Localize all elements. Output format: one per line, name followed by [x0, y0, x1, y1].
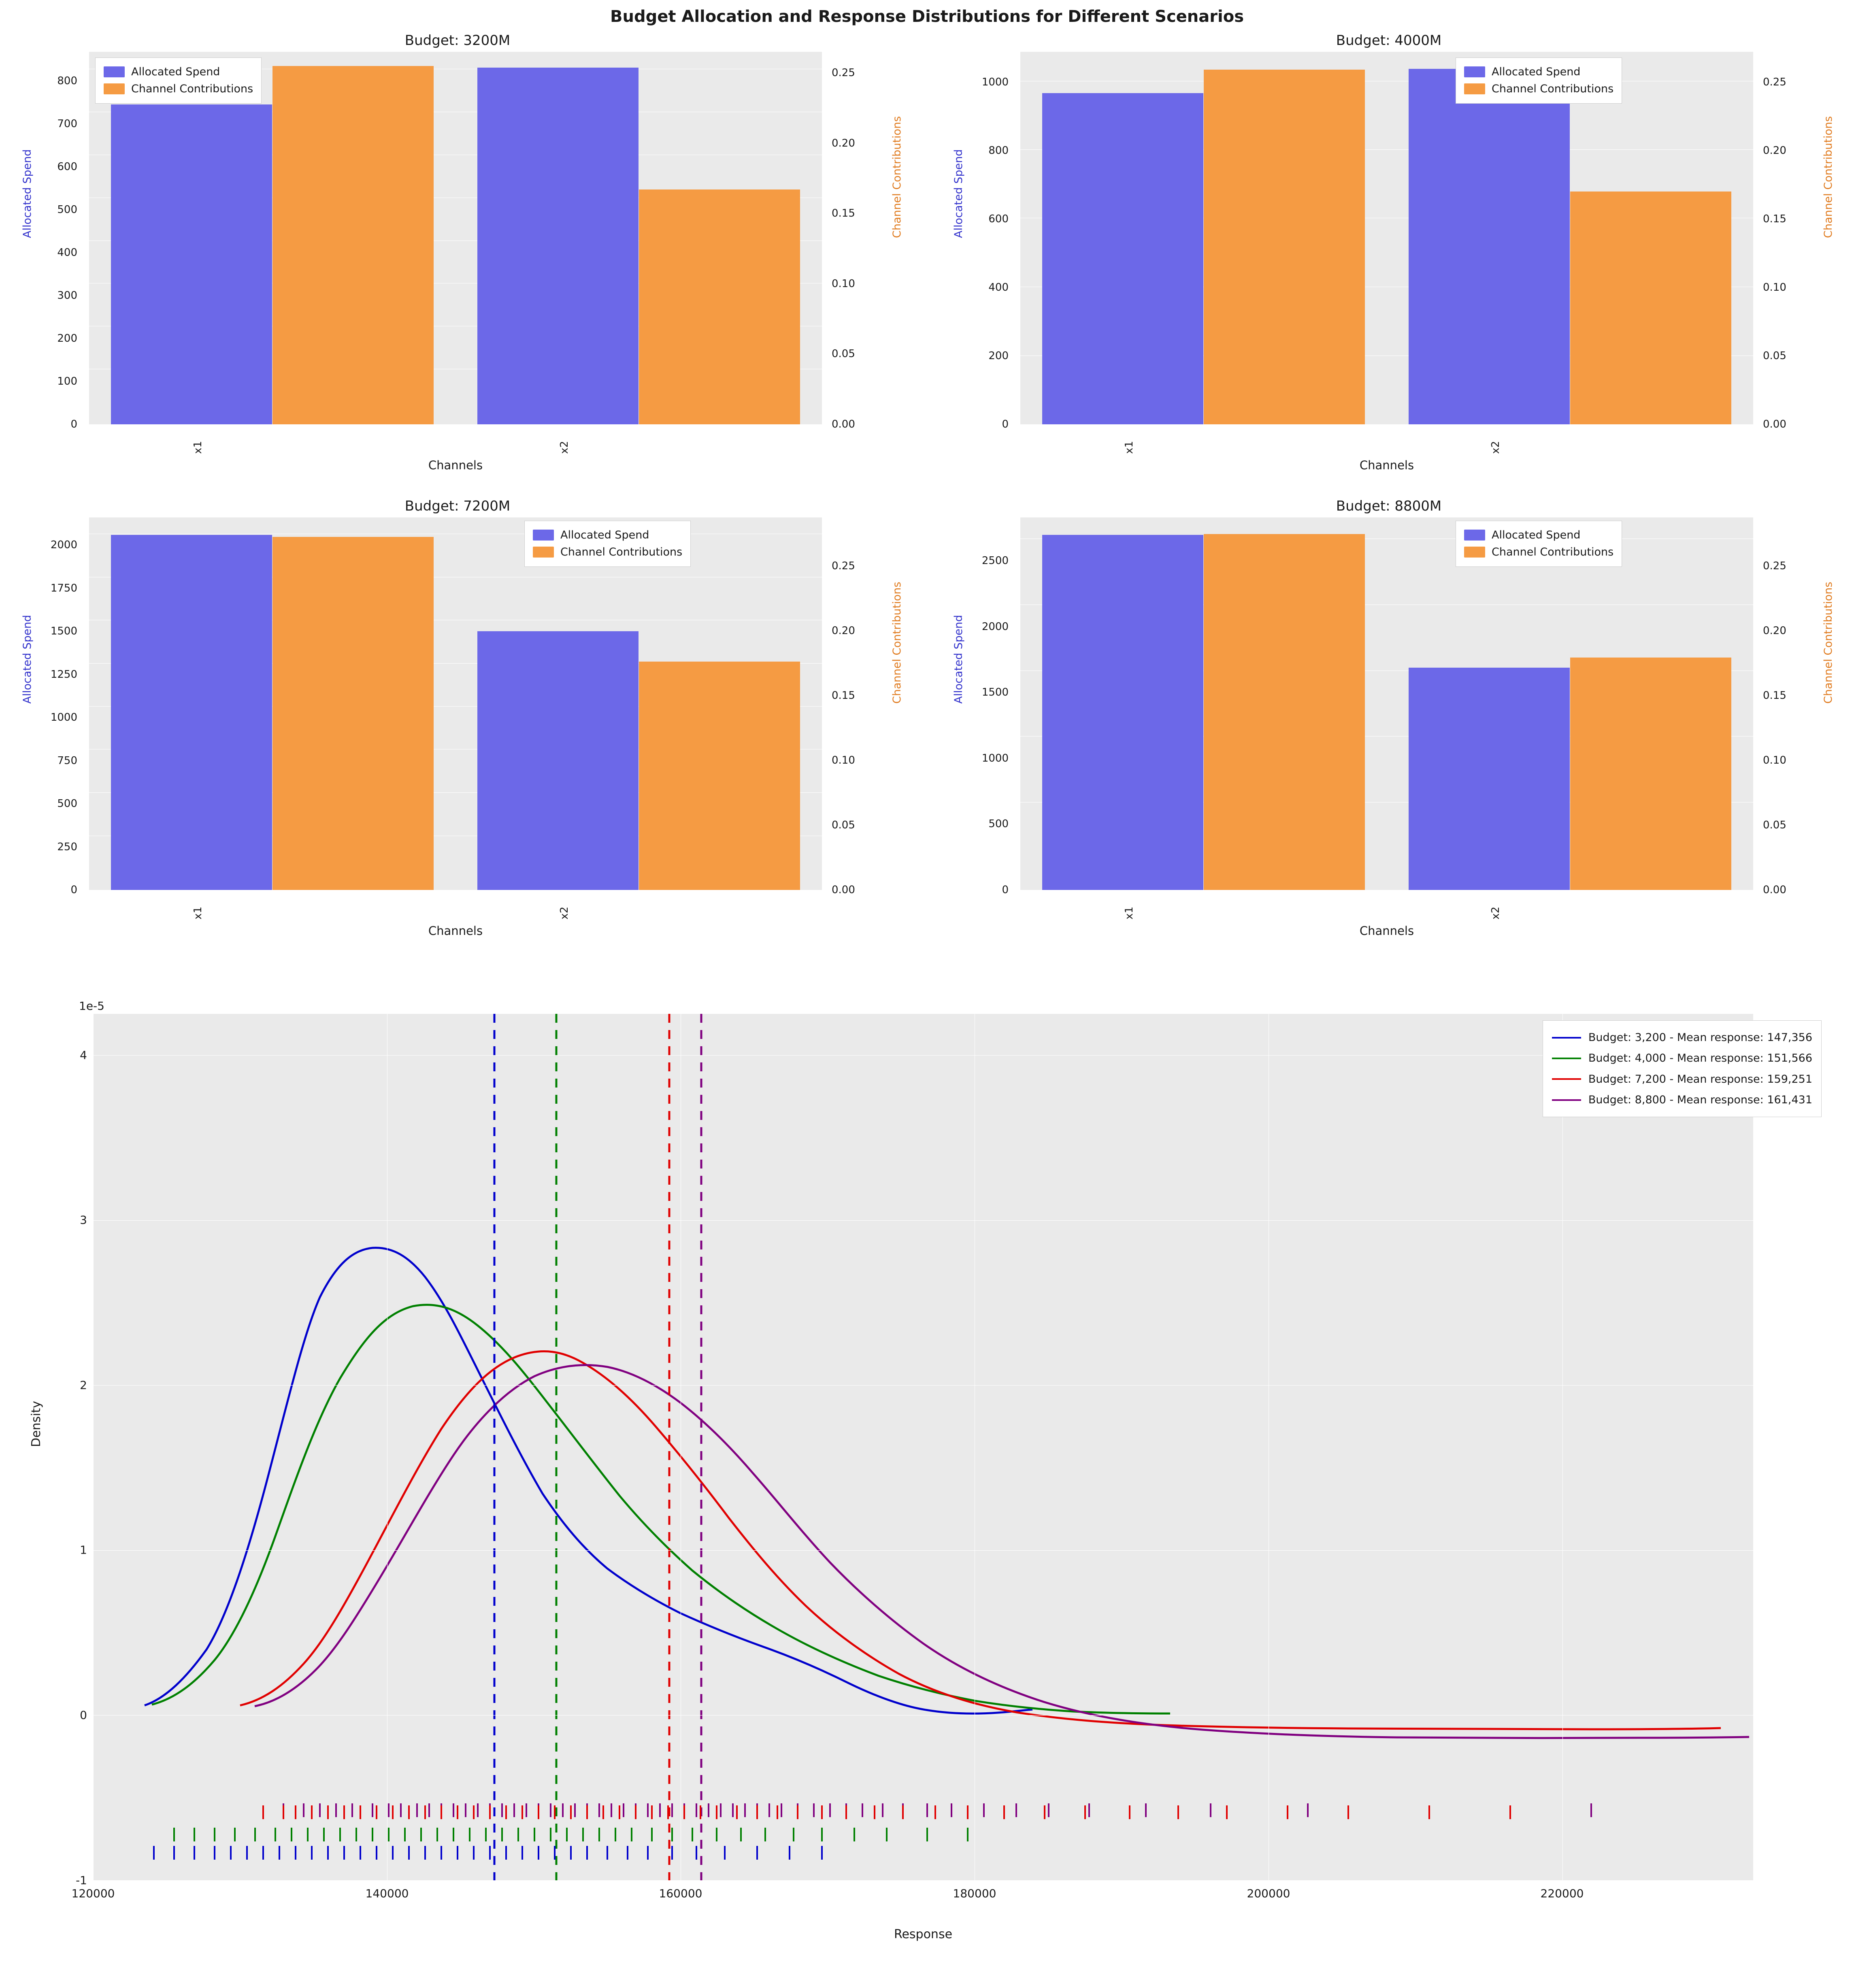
y-left-tick: 300 — [57, 289, 77, 302]
panel-title: Budget: 3200M — [404, 32, 511, 49]
legend-label: Allocated Spend — [131, 66, 220, 78]
y-axis-right-label: Channel Contributions — [891, 116, 903, 238]
legend-line-icon — [1552, 1037, 1581, 1039]
density-x-tick: 220000 — [1540, 1887, 1584, 1900]
y-left-tick: 700 — [57, 118, 77, 130]
y-right-tick: 0.25 — [832, 560, 855, 572]
legend-label: Allocated Spend — [560, 529, 649, 541]
bar-x1-channel-contributions — [272, 537, 434, 890]
y-right-tick: 0.05 — [1763, 350, 1786, 362]
x-tick-x1: x1 — [192, 907, 204, 920]
y-axis-left-label: Allocated Spend — [21, 615, 34, 704]
bar-x2-allocated-spend — [1409, 69, 1570, 424]
legend-label: Allocated Spend — [1492, 66, 1581, 78]
legend-item-allocated-spend — [1464, 64, 1613, 81]
rug-budget-3200 — [154, 1846, 822, 1860]
legend-item-budget-7200 — [1552, 1069, 1812, 1090]
legend — [524, 521, 691, 567]
y-right-tick: 0.20 — [1763, 625, 1786, 637]
legend-swatch-icon — [533, 530, 554, 541]
legend-swatch-icon — [104, 66, 125, 77]
bar-x1-allocated-spend — [1042, 535, 1203, 890]
density-x-tick: 160000 — [659, 1887, 702, 1900]
plot-area — [1020, 52, 1753, 424]
legend-line-icon — [1552, 1078, 1581, 1080]
density-y-tick: -1 — [76, 1873, 87, 1887]
density-plot-area — [93, 1014, 1753, 1880]
density-y-tick: 1 — [80, 1543, 87, 1557]
plot-area — [89, 52, 822, 424]
y-right-tick: 0.00 — [832, 884, 855, 896]
panel-title: Budget: 4000M — [1336, 32, 1442, 49]
density-curve-budget-8800 — [255, 1365, 1749, 1738]
density-x-axis-label: Response — [894, 1927, 953, 1941]
legend-label: Channel Contributions — [1492, 545, 1614, 558]
y-axis-left-label: Allocated Spend — [952, 615, 965, 704]
bar-panel-budget-8800 — [943, 498, 1834, 943]
legend-item-budget-4000 — [1552, 1048, 1812, 1068]
x-tick-x2: x2 — [1489, 907, 1502, 920]
y-left-tick: 400 — [988, 281, 1009, 294]
x-tick-x1: x1 — [1123, 441, 1135, 454]
y-right-tick: 0.00 — [1763, 884, 1786, 896]
y-right-tick: 0.05 — [1763, 819, 1786, 831]
legend-line-icon — [1552, 1099, 1581, 1101]
density-y-tick: 4 — [80, 1048, 87, 1062]
y-axis-left-label: Allocated Spend — [952, 149, 965, 238]
density-y-axis-label: Density — [29, 1401, 43, 1447]
density-curve-budget-4000 — [152, 1305, 1170, 1713]
y-left-tick: 500 — [57, 798, 77, 810]
legend — [95, 57, 262, 104]
y-left-tick: 800 — [57, 75, 77, 87]
legend-label: Channel Contributions — [1492, 82, 1614, 95]
y-axis-right-label: Channel Contributions — [891, 581, 903, 704]
y-right-tick: 0.20 — [832, 137, 855, 149]
y-left-tick: 1500 — [981, 686, 1009, 698]
rug-budget-7200 — [263, 1805, 1510, 1819]
bar-x1-allocated-spend — [1042, 93, 1203, 424]
y-left-tick: 200 — [988, 350, 1009, 362]
y-left-tick: 400 — [57, 247, 77, 259]
density-x-tick: 120000 — [71, 1887, 115, 1900]
density-y-tick: 2 — [80, 1378, 87, 1392]
bar-x1-allocated-spend — [111, 535, 272, 890]
bar-x2-channel-contributions — [1570, 192, 1731, 424]
y-left-tick: 1750 — [50, 582, 77, 594]
y-left-tick: 600 — [57, 161, 77, 173]
legend-item-allocated-spend — [104, 64, 253, 81]
y-right-tick: 0.05 — [832, 348, 855, 360]
y-left-tick: 1250 — [50, 668, 77, 681]
panel-title: Budget: 8800M — [1336, 498, 1442, 514]
y-left-tick: 1000 — [50, 711, 77, 724]
figure-suptitle: Budget Allocation and Response Distributions for Different Scenarios — [610, 7, 1244, 26]
x-tick-x2: x2 — [558, 441, 570, 454]
y-left-tick: 800 — [988, 145, 1009, 157]
y-right-tick: 0.10 — [832, 754, 855, 766]
density-chart — [0, 996, 1854, 1988]
bar-x1-channel-contributions — [272, 66, 434, 424]
legend — [1456, 57, 1622, 104]
y-right-tick: 0.10 — [1763, 754, 1786, 766]
plot-area — [89, 517, 822, 890]
bar-panel-grid — [0, 28, 1854, 956]
legend-item-allocated-spend — [1464, 527, 1613, 544]
y-left-tick: 600 — [988, 213, 1009, 225]
y-left-tick: 1500 — [50, 625, 77, 637]
y-left-tick: 0 — [70, 884, 77, 896]
y-left-tick: 750 — [57, 755, 77, 767]
x-axis-label: Channels — [428, 924, 483, 938]
legend-item-channel-contributions — [104, 81, 253, 98]
bar-x2-allocated-spend — [477, 68, 639, 424]
rug-budget-4000 — [174, 1828, 968, 1841]
legend-item-channel-contributions — [1464, 544, 1613, 561]
y-right-tick: 0.00 — [1763, 418, 1786, 430]
plot-area — [1020, 517, 1753, 890]
y-right-tick: 0.20 — [1763, 145, 1786, 157]
y-right-tick: 0.15 — [1763, 690, 1786, 702]
y-left-tick: 500 — [57, 204, 77, 216]
bar-panel-budget-3200 — [12, 32, 903, 478]
y-right-tick: 0.15 — [832, 207, 855, 219]
y-left-tick: 0 — [1002, 884, 1009, 896]
y-right-tick: 0.15 — [1763, 213, 1786, 225]
density-curve-budget-3200 — [145, 1248, 1032, 1713]
x-tick-x2: x2 — [558, 907, 570, 920]
bar-panel-budget-7200 — [12, 498, 903, 943]
panel-title: Budget: 7200M — [404, 498, 511, 514]
legend-item-budget-3200 — [1552, 1027, 1812, 1048]
x-axis-label: Channels — [1359, 924, 1414, 938]
bar-x1-channel-contributions — [1204, 70, 1365, 424]
legend-item-allocated-spend — [533, 527, 682, 544]
density-x-tick: 180000 — [953, 1887, 996, 1900]
bar-x2-channel-contributions — [1570, 658, 1731, 890]
bar-panel-budget-4000 — [943, 32, 1834, 478]
y-right-tick: 0.15 — [832, 690, 855, 702]
legend-item-channel-contributions — [533, 544, 682, 561]
bar-x1-allocated-spend — [111, 104, 272, 424]
bars-layer — [1020, 52, 1753, 424]
density-curves — [93, 1014, 1753, 1880]
y-right-tick: 0.10 — [832, 278, 855, 290]
y-left-tick: 0 — [1002, 418, 1009, 430]
y-axis-left-label: Allocated Spend — [21, 149, 34, 238]
legend-swatch-icon — [1464, 83, 1485, 94]
legend — [1456, 521, 1622, 567]
x-tick-x1: x1 — [1123, 907, 1135, 920]
x-axis-label: Channels — [428, 458, 483, 472]
y-right-tick: 0.00 — [832, 418, 855, 430]
x-tick-x1: x1 — [192, 441, 204, 454]
y-left-tick: 1000 — [981, 752, 1009, 764]
y-right-tick: 0.25 — [1763, 76, 1786, 88]
density-y-tick: 0 — [80, 1708, 87, 1722]
density-legend — [1543, 1020, 1822, 1117]
legend-line-icon — [1552, 1058, 1581, 1059]
y-left-tick: 250 — [57, 841, 77, 853]
bar-x2-channel-contributions — [639, 662, 800, 890]
density-y-tick: 3 — [80, 1213, 87, 1227]
bars-layer — [89, 52, 822, 424]
legend-swatch-icon — [533, 547, 554, 558]
legend-label: Budget: 8,800 - Mean response: 161,431 — [1588, 1093, 1812, 1106]
legend-swatch-icon — [1464, 530, 1485, 541]
bar-x2-channel-contributions — [639, 189, 800, 424]
legend-label: Budget: 3,200 - Mean response: 147,356 — [1588, 1031, 1812, 1044]
legend-swatch-icon — [1464, 547, 1485, 558]
density-x-tick: 140000 — [365, 1887, 409, 1900]
bars-layer — [89, 517, 822, 890]
bar-x2-allocated-spend — [477, 631, 639, 890]
y-axis-offset-text: 1e-5 — [79, 999, 104, 1013]
rug-budget-8800 — [283, 1803, 1591, 1817]
y-right-tick: 0.25 — [832, 67, 855, 79]
bar-x2-allocated-spend — [1409, 668, 1570, 890]
y-left-tick: 200 — [57, 332, 77, 345]
bars-layer — [1020, 517, 1753, 890]
x-tick-x2: x2 — [1489, 441, 1502, 454]
legend-label: Budget: 4,000 - Mean response: 151,566 — [1588, 1052, 1812, 1065]
bar-x1-channel-contributions — [1204, 534, 1365, 890]
y-left-tick: 1000 — [981, 76, 1009, 88]
density-x-tick: 200000 — [1247, 1887, 1290, 1900]
y-axis-right-label: Channel Contributions — [1822, 581, 1835, 704]
y-left-tick: 0 — [70, 418, 77, 430]
y-left-tick: 2000 — [50, 539, 77, 551]
y-right-tick: 0.20 — [832, 625, 855, 637]
y-right-tick: 0.10 — [1763, 281, 1786, 294]
y-left-tick: 2000 — [981, 621, 1009, 633]
legend-swatch-icon — [1464, 66, 1485, 77]
legend-label: Channel Contributions — [131, 82, 253, 95]
y-right-tick: 0.05 — [832, 819, 855, 831]
x-axis-label: Channels — [1359, 458, 1414, 472]
y-left-tick: 2500 — [981, 555, 1009, 567]
legend-item-budget-8800 — [1552, 1090, 1812, 1110]
legend-label: Channel Contributions — [560, 545, 683, 558]
density-curve-budget-7200 — [240, 1352, 1721, 1729]
legend-label: Budget: 7,200 - Mean response: 159,251 — [1588, 1073, 1812, 1086]
y-left-tick: 500 — [988, 818, 1009, 830]
legend-label: Allocated Spend — [1492, 529, 1581, 541]
y-left-tick: 100 — [57, 375, 77, 387]
legend-item-channel-contributions — [1464, 81, 1613, 98]
y-right-tick: 0.25 — [1763, 560, 1786, 572]
legend-swatch-icon — [104, 83, 125, 94]
y-axis-right-label: Channel Contributions — [1822, 116, 1835, 238]
